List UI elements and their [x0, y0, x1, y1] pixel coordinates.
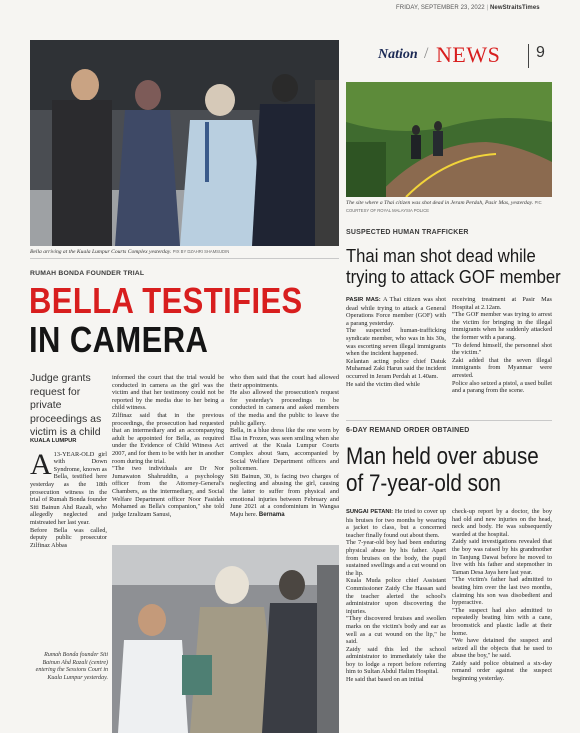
- right-photo-caption: [346, 199, 552, 215]
- right-top-col1-para1: A Thai citizen was shot dead while trying to attack a General Operations Force member (GOF) with a parang yesterday.: [346, 296, 446, 327]
- left-col2-para1: informed the court that the trial would be conducted in camera as the girl was the victim and that her testimony could not be reported by the media due to her being a child witness.: [112, 374, 224, 412]
- photo2-caption: Rumah Bonda founder Siti Bainun Ahd Razali (centre) entering the Sessions Court in Kuala Lumpur yesterday.: [35, 652, 108, 681]
- section-news: NEWS: [436, 42, 501, 67]
- right-top-col2-para5: Police also seized a pistol, a used bullet and a parang from the scene.: [452, 379, 552, 395]
- right-top-col2-para2: "The GOF member was trying to arrest the victim for bringing in the illegal immigrants when he suddenly attacked the former with a parang.: [452, 311, 552, 341]
- bernama-byline: Bernama: [258, 511, 285, 518]
- left-col3-para2: He also allowed the prosecution's request for yesterday's proceedings to be conducted in camera and asked members of the media and the public to leave the public gallery.: [230, 389, 339, 427]
- right-top-col1-para4: He said the victim died while: [346, 380, 420, 388]
- left-col-1: [30, 438, 107, 549]
- right-top-col2-para1: receiving treatment at Pasir Mas Hospital at 2.12am.: [452, 296, 552, 311]
- left-headline-line2: IN CAMERA: [29, 319, 209, 360]
- right-top-headline-2: trying to attack GOF member: [346, 266, 561, 287]
- date-text: FRIDAY, SEPTEMBER 23, 2022: [396, 5, 485, 11]
- left-col2-para2: Zilfinaz said that in the previous proceedings, the prosecution had requested that an intermediary and an accompanying adult be appointed for Bella, as required under the Evidence of Child Witness Act 2007, and for them to be with her in another room during the trial.: [112, 411, 224, 465]
- right-bottom-kicker: 6-DAY REMAND ORDER OBTAINED: [346, 427, 470, 434]
- right-bottom-col2-para3: "The victim's father had admitted to beating him over the last two months, claiming his son was disobedient and hyperactive.: [452, 576, 552, 607]
- left-kicker: RUMAH BONDA FOUNDER TRIAL: [30, 270, 145, 277]
- left-col1-para2: Before Bella was called, deputy public prosecutor Zilfinaz Abbas: [30, 526, 107, 549]
- right-bottom-col2-para6: Zaidy said police obtained a six-day remand order against the suspect beginning yesterday.: [452, 659, 552, 683]
- left-col-3: [230, 374, 339, 519]
- right-bottom-col2-para1: check-up report by a doctor, the boy had old and new injuries on the head, neck and body. He was subsequently warded at the hospital.: [452, 508, 552, 538]
- right-bottom-headline-2: of 7-year-old son: [346, 470, 501, 497]
- right-bottom-col1-para3: Kuala Muda police chief Assistant Commissioner Zaidy Che Hassan said the teacher alerted the school's administrator upon discovering the injuries.: [346, 577, 446, 615]
- right-bottom-col-2: [452, 508, 552, 683]
- left-col3-para3: Bella, in a blue dress like the one worn by Elsa in Frozen, was seen smiling when she arrived at the Kuala Lumpur Courts Complex about 9am, accompanied by Social Welfare Department officers and policemen.: [230, 427, 339, 473]
- right-bottom-col2-para2: Zaidy said investigations revealed that the boy was raised by his grandmother in Tanjung Dawai before he moved to live with his father and stepmother in Taman Desa Jaya here last year.: [452, 538, 552, 576]
- right-top-col2-para3: "To defend himself, the personnel shot the victim.": [452, 341, 552, 357]
- right-bottom-col2-para5: "We have detained the suspect and seized all the objects that he used to abuse the boy," he said.: [452, 637, 552, 660]
- left-col-2: [112, 374, 224, 518]
- bella-court-photo: [30, 40, 339, 246]
- left-col2-para3: "The two individuals are Dr Nor Jumawaton Shahruddin, a psychology officer from the Attorney-General's Chambers, as the intermediary, and Social Welfare Department officer Noor Fasidah Mohamed as Bella's companion," she told judge Izralizam Sanusi,: [112, 465, 224, 518]
- right-top-headline-1: Thai man shot dead while: [346, 245, 536, 266]
- right-top-col-2: [452, 296, 552, 395]
- right-photo-credit: PIC COURTESY OF ROYAL MALAYSIA POLICE: [346, 200, 542, 213]
- right-top-kicker: SUSPECTED HUMAN TRAFFICKER: [346, 229, 469, 236]
- dropcap: A: [30, 447, 52, 481]
- right-bottom-col1-para2: The 7-year-old boy had been enduring physical abuse by his father. Apart from bruises on the body, the pupil sustained swellings and a cut wound on the lip.: [346, 539, 446, 577]
- right-bottom-col1-para4: "They discovered bruises and swollen marks on the victim's body and ear as well as a cut wound on the lip," he said.: [346, 615, 446, 646]
- main-photo-credit: PIX BY DZAHRI SHAMSUDIN: [172, 249, 230, 254]
- main-photo-caption-text: Bella arriving at the Kuala Lumpur Courts Complex yesterday.: [30, 249, 172, 255]
- jeram-perdah-photo: [346, 82, 552, 197]
- left-col3-para4: Siti Bainun, 30, is facing two charges of neglecting and abusing the girl, causing the latter to suffer from physical and emotional injuries between February and June 2021 at a condominium in Wangsa Maju here.: [230, 472, 339, 518]
- section-header: Nation / NEWS 9: [378, 42, 545, 67]
- left-standfirst: Judge grants request for private proceedings as victim is a child: [30, 372, 102, 438]
- right-top-col1-para3: Kelantan acting police chief Datuk Muhamad Zaki Harun said the incident occurred in Jeram Perdah at 1.40am.: [346, 357, 446, 380]
- siti-bainun-photo: [112, 545, 339, 733]
- right-bottom-col1-para5: Zaidy said this led the school administrator to immediately take the boy to lodge a report before referring him to Sultan Abdul Halim Hospital.: [346, 645, 446, 676]
- right-top-col2-para4: Zaki added that the seven illegal immigrants from Myanmar were arrested.: [452, 356, 552, 379]
- right-top-col1-para2: The suspected human-trafficking syndicate member, who was in his 30s, was escorting seven illegal immigrants when the incident happened.: [346, 327, 446, 358]
- paper-name: NewStraitsTimes: [489, 5, 540, 11]
- right-top-col-1: [346, 296, 446, 388]
- date-line: FRIDAY, SEPTEMBER 23, 2022 | NewStraitsTimes: [396, 5, 540, 11]
- page-number: 9: [536, 44, 545, 61]
- left-col3-para1: who then said that the court had allowed their appointments.: [230, 374, 339, 389]
- right-bottom-col1-para6: He said that based on an initial: [346, 676, 424, 684]
- main-photo-caption: [30, 248, 339, 256]
- left-headline-line1: BELLA TESTIFIES: [29, 280, 303, 321]
- right-bottom-headline-1: Man held over abuse: [346, 443, 539, 470]
- pasir-mas-dateline: PASIR MAS:: [346, 297, 381, 303]
- right-bottom-col2-para4: "The suspect had also admitted to repeatedly beating him with a cane, broomstick and plastic ladle at their home.: [452, 606, 552, 637]
- sungai-petani-dateline: SUNGAI PETANI:: [346, 509, 394, 515]
- right-bottom-col1-para1: He tried to cover up his bruises for two months by wearing a jacket to class, but a concerned teacher finally found out about them.: [346, 508, 446, 539]
- right-bottom-col-1: [346, 508, 446, 684]
- section-nation: Nation: [378, 47, 418, 62]
- right-photo-caption-text: The site where a Thai citizen was shot dead in Jeram Perdah, Pasir Mas, yesterday.: [346, 200, 534, 206]
- left-dateline: KUALA LUMPUR: [30, 438, 77, 444]
- left-col1-para1: 13-YEAR-OLD girl with Down Syndrome, known as Bella, testified here yesterday as the 18th prosecution witness in the trial of Rumah Bonda founder Siti Bainun Ahd Razali, who allegedly neglected and mistreated her last year.: [30, 450, 107, 526]
